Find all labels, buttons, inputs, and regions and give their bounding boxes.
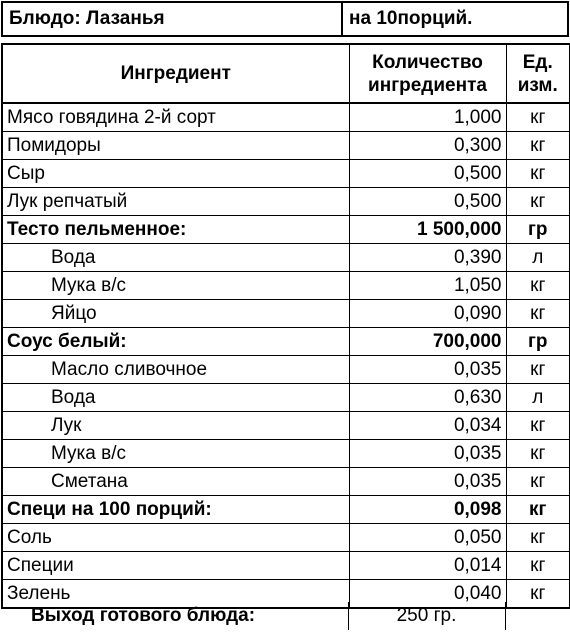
unit-cell[interactable]: гр: [506, 216, 570, 244]
column-header-quantity-line1: Количество: [372, 51, 483, 73]
table-row: [2, 272, 570, 300]
section-name-cell[interactable]: Соус белый:: [2, 328, 349, 356]
unit-cell[interactable]: кг: [506, 300, 570, 328]
yield-label[interactable]: Выход готового блюда:: [31, 605, 256, 626]
ingredient-name-cell[interactable]: Зелень: [2, 580, 349, 609]
ingredient-name-cell[interactable]: Мука в/с: [2, 272, 349, 300]
table-header-row: [2, 44, 570, 103]
column-header-quantity-line2: ингредиента: [368, 74, 487, 96]
ingredient-name-cell[interactable]: Масло сливочное: [2, 356, 349, 384]
yield-footer: [1, 602, 569, 630]
unit-cell[interactable]: кг: [506, 103, 570, 132]
dish-name[interactable]: Блюдо: Лазанья: [2, 2, 342, 36]
table-row: [2, 384, 570, 412]
quantity-cell[interactable]: 0,040: [349, 580, 506, 609]
table-row: [2, 468, 570, 496]
quantity-cell[interactable]: 1 500,000: [349, 216, 506, 244]
quantity-cell[interactable]: 0,035: [349, 440, 506, 468]
ingredient-name-cell[interactable]: Мука в/с: [2, 440, 349, 468]
unit-cell[interactable]: кг: [506, 356, 570, 384]
table-row: [2, 132, 570, 160]
table-row: [2, 160, 570, 188]
table-row: [2, 412, 570, 440]
ingredient-name-cell[interactable]: Вода: [2, 244, 349, 272]
table-row: [2, 356, 570, 384]
table-row: [2, 328, 570, 356]
ingredient-name-cell[interactable]: Лук: [2, 412, 349, 440]
quantity-cell[interactable]: 1,000: [349, 103, 506, 132]
ingredient-name-cell[interactable]: Лук репчатый: [2, 188, 349, 216]
quantity-cell[interactable]: 0,035: [349, 468, 506, 496]
column-header-ingredient[interactable]: Ингредиент: [2, 44, 349, 103]
ingredient-name-cell[interactable]: Мясо говядина 2-й сорт: [2, 103, 349, 132]
table-row: [2, 496, 570, 524]
quantity-cell[interactable]: 0,630: [349, 384, 506, 412]
table-row: [2, 188, 570, 216]
ingredient-name-cell[interactable]: Помидоры: [2, 132, 349, 160]
table-row: [2, 440, 570, 468]
unit-cell[interactable]: кг: [506, 132, 570, 160]
table-row: [2, 216, 570, 244]
section-name-cell[interactable]: Тесто пельменное:: [2, 216, 349, 244]
column-header-unit-line2: изм.: [517, 74, 558, 96]
unit-cell[interactable]: кг: [506, 552, 570, 580]
ingredient-name-cell[interactable]: Сыр: [2, 160, 349, 188]
table-row: [2, 103, 570, 132]
unit-cell[interactable]: кг: [506, 468, 570, 496]
ingredients-table: [1, 43, 570, 609]
ingredient-name-cell[interactable]: Сметана: [2, 468, 349, 496]
dish-header: [1, 1, 569, 37]
quantity-cell[interactable]: 0,034: [349, 412, 506, 440]
quantity-cell[interactable]: 0,035: [349, 356, 506, 384]
unit-cell[interactable]: кг: [506, 580, 570, 609]
section-name-cell[interactable]: Специ на 100 порций:: [2, 496, 349, 524]
unit-cell[interactable]: л: [506, 244, 570, 272]
yield-row: [1, 602, 569, 630]
unit-cell[interactable]: кг: [506, 272, 570, 300]
quantity-cell[interactable]: 0,090: [349, 300, 506, 328]
quantity-cell[interactable]: 0,050: [349, 524, 506, 552]
ingredient-name-cell[interactable]: Вода: [2, 384, 349, 412]
table-row: [2, 244, 570, 272]
table-row: [2, 552, 570, 580]
column-header-quantity[interactable]: [349, 44, 506, 103]
portions-count[interactable]: на 10порций.: [342, 2, 568, 36]
column-header-unit[interactable]: [506, 44, 570, 103]
quantity-cell[interactable]: 0,500: [349, 188, 506, 216]
yield-value[interactable]: 250 гр.: [348, 602, 505, 630]
ingredient-name-cell[interactable]: Соль: [2, 524, 349, 552]
quantity-cell[interactable]: 0,014: [349, 552, 506, 580]
dish-header-row: [2, 2, 568, 36]
unit-cell[interactable]: кг: [506, 496, 570, 524]
column-header-unit-line1: Ед.: [522, 51, 553, 73]
unit-cell[interactable]: л: [506, 384, 570, 412]
unit-cell[interactable]: кг: [506, 440, 570, 468]
ingredients-body: [2, 103, 570, 608]
yield-spacer: [505, 602, 569, 630]
table-row: [2, 524, 570, 552]
unit-cell[interactable]: кг: [506, 160, 570, 188]
unit-cell[interactable]: кг: [506, 412, 570, 440]
quantity-cell[interactable]: 0,500: [349, 160, 506, 188]
unit-cell[interactable]: гр: [506, 328, 570, 356]
quantity-cell[interactable]: 0,390: [349, 244, 506, 272]
ingredient-name-cell[interactable]: Яйцо: [2, 300, 349, 328]
ingredient-name-cell[interactable]: Специи: [2, 552, 349, 580]
quantity-cell[interactable]: 0,098: [349, 496, 506, 524]
unit-cell[interactable]: кг: [506, 188, 570, 216]
quantity-cell[interactable]: 1,050: [349, 272, 506, 300]
unit-cell[interactable]: кг: [506, 524, 570, 552]
table-row: [2, 300, 570, 328]
quantity-cell[interactable]: 0,300: [349, 132, 506, 160]
quantity-cell[interactable]: 700,000: [349, 328, 506, 356]
